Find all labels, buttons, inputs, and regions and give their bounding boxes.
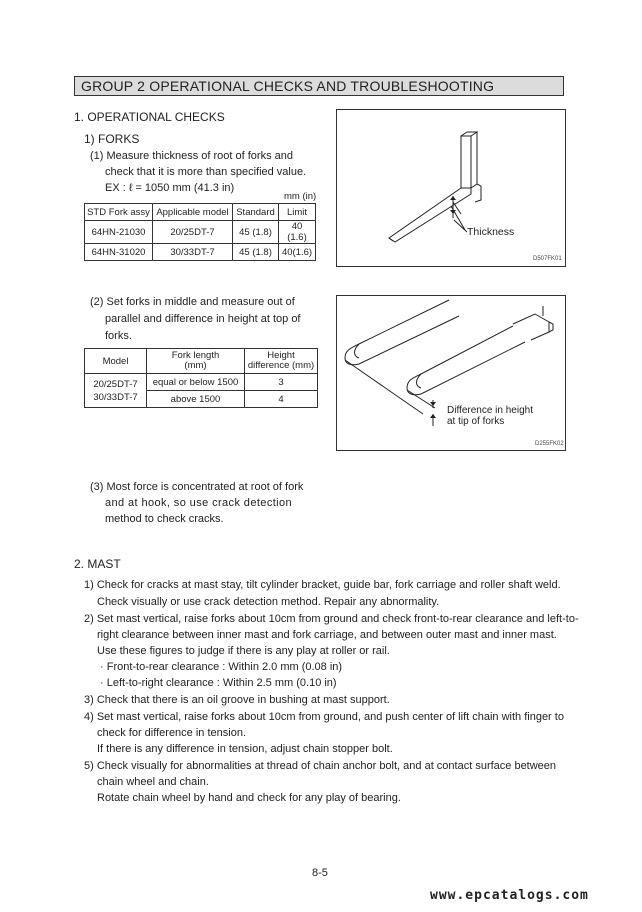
table-cell: 45 (1.8) bbox=[233, 244, 279, 261]
table-cell: 4 bbox=[245, 391, 318, 408]
mast-line: · Front-to-rear clearance : Within 2.0 mm (0.08 in) bbox=[100, 661, 343, 673]
table-row bbox=[85, 244, 316, 261]
table-header-cell: Applicable model bbox=[153, 204, 233, 221]
mast-line: check for difference in tension. bbox=[97, 727, 246, 739]
fork-spec-table bbox=[84, 203, 316, 261]
page-number: 8-5 bbox=[312, 867, 328, 879]
label-line: at tip of forks bbox=[447, 416, 505, 427]
figure-height-difference bbox=[336, 295, 566, 451]
forks-item3-line1: (3) Most force is concentrated at root of fork bbox=[90, 481, 304, 493]
table-header-row bbox=[85, 204, 316, 221]
table-header-cell: STD Fork assy bbox=[85, 204, 153, 221]
forks-item2-line2: parallel and difference in height at top of bbox=[105, 313, 301, 325]
forks-heading: 1) FORKS bbox=[84, 132, 140, 146]
forks-item1-line1: (1) Measure thickness of root of forks and bbox=[90, 150, 293, 162]
forks-item3-line3: method to check cracks. bbox=[105, 513, 224, 525]
forks-item3-line2: and at hook, so use crack detection bbox=[105, 497, 293, 509]
table-row bbox=[85, 221, 316, 244]
mast-line: 2) Set mast vertical, raise forks about 10cm from ground and check front-to-rear clearance and left-to- bbox=[84, 613, 579, 625]
table-cell: 64HN-31020 bbox=[85, 244, 153, 261]
table-cell: 40 (1.6) bbox=[279, 221, 316, 244]
table-cell: 30/33DT-7 bbox=[153, 244, 233, 261]
forks-item1-line3: EX : ℓ = 1050 mm (41.3 in) bbox=[105, 182, 235, 194]
height-difference-table bbox=[84, 348, 318, 408]
mast-line: 3) Check that there is an oil groove in bushing at mast support. bbox=[84, 694, 390, 706]
table-header-cell: Height difference (mm) bbox=[245, 349, 318, 374]
watermark: www.epcatalogs.com bbox=[430, 888, 589, 903]
table-header-cell: Fork length (mm) bbox=[147, 349, 245, 374]
label-line: Difference in height bbox=[447, 405, 533, 416]
figure1-code: D507FK01 bbox=[533, 256, 562, 262]
table-header-cell: Limit bbox=[279, 204, 316, 221]
thickness-label: Thickness bbox=[467, 226, 515, 238]
mast-line: chain wheel and chain. bbox=[97, 776, 209, 788]
table-cell: 45 (1.8) bbox=[233, 221, 279, 244]
mast-line: 1) Check for cracks at mast stay, tilt cylinder bracket, guide bar, fork carriage and roller shaft weld. bbox=[84, 579, 561, 591]
figure2-code: D255FK02 bbox=[535, 441, 564, 447]
table-header-cell: Model bbox=[85, 349, 147, 374]
table-header-row bbox=[85, 349, 318, 374]
fork-thickness-drawing bbox=[337, 110, 565, 266]
table-cell: equal or below 1500 bbox=[147, 374, 245, 391]
forks-item2-line3: forks. bbox=[105, 330, 132, 342]
mast-line: right clearance between inner mast and fork carriage, and between outer mast and inner mast. bbox=[97, 629, 557, 641]
table-cell: above 1500 bbox=[147, 391, 245, 408]
mast-line: If there is any difference in tension, adjust chain stopper bolt. bbox=[97, 743, 393, 755]
section2-heading: 2. MAST bbox=[74, 557, 121, 571]
table-cell: 64HN-21030 bbox=[85, 221, 153, 244]
unit-label: mm (in) bbox=[284, 191, 317, 202]
forks-item2-line1: (2) Set forks in middle and measure out of bbox=[90, 296, 295, 308]
mast-line: · Left-to-right clearance : Within 2.5 mm (0.10 in) bbox=[100, 677, 337, 689]
section1-heading: 1. OPERATIONAL CHECKS bbox=[74, 110, 225, 124]
mast-line: 5) Check visually for abnormalities at thread of chain anchor bolt, and at contact surface between bbox=[84, 760, 557, 772]
table-header-cell: Standard bbox=[233, 204, 279, 221]
table-cell: 3 bbox=[245, 374, 318, 391]
mast-line: Check visually or use crack detection method. Repair any abnormality. bbox=[97, 596, 440, 608]
table-cell: 40(1.6) bbox=[279, 244, 316, 261]
model-name: 20/25DT-7 bbox=[93, 378, 138, 390]
mast-line: Use these figures to judge if there is any play at roller or rail. bbox=[97, 645, 390, 657]
table-cell: 20/25DT-7 bbox=[153, 221, 233, 244]
group-title: GROUP 2 OPERATIONAL CHECKS AND TROUBLESHOOTING bbox=[74, 76, 564, 96]
figure-fork-thickness bbox=[336, 109, 566, 267]
height-difference-label bbox=[447, 405, 533, 427]
mast-line: 4) Set mast vertical, raise forks about 10cm from ground, and push center of lift chain with finger to bbox=[84, 711, 564, 723]
model-name: 30/33DT-7 bbox=[93, 391, 138, 403]
table-row bbox=[85, 374, 318, 391]
model-cell bbox=[85, 374, 147, 408]
forks-item1-line2: check that it is more than specified value. bbox=[105, 166, 307, 178]
mast-line: Rotate chain wheel by hand and check for any play of bearing. bbox=[97, 792, 401, 804]
